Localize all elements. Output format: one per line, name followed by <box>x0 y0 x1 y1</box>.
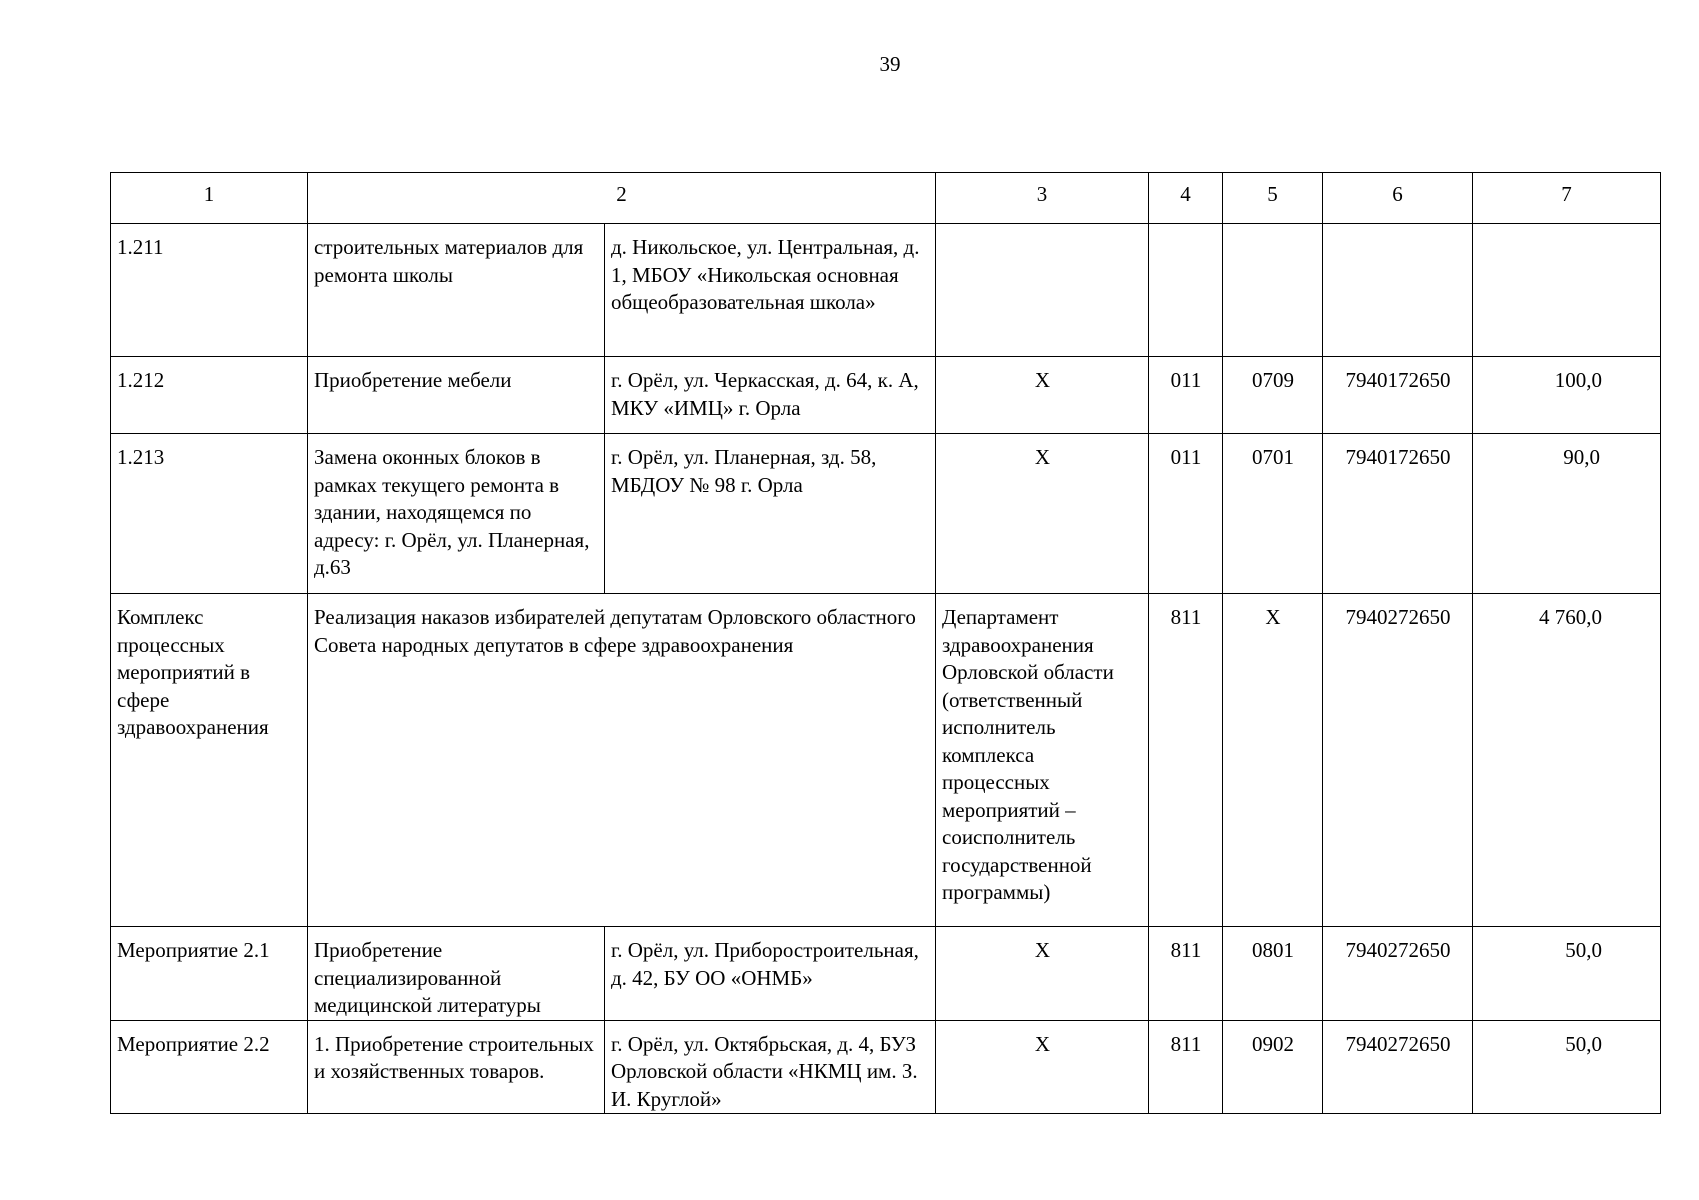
executor-cell: Х <box>936 1020 1149 1114</box>
row-number: Мероприятие 2.2 <box>111 1020 308 1114</box>
executor-cell: Х <box>936 927 1149 1021</box>
executor-cell <box>936 224 1149 357</box>
target-code-cell: 7940272650 <box>1323 1020 1473 1114</box>
row-number: 1.213 <box>111 434 308 594</box>
header-cell: 3 <box>936 173 1149 224</box>
header-cell: 7 <box>1473 173 1661 224</box>
measure-name: строительных материалов для ремонта школы <box>308 224 605 357</box>
table-row <box>111 357 1661 434</box>
executor-cell: Департамент здравоохранения Орловской области (ответственный исполнитель комплекса процессных мероприятий – соисполнитель государственной программы) <box>936 594 1149 927</box>
row-number: 1.212 <box>111 357 308 434</box>
header-cell: 1 <box>111 173 308 224</box>
header-cell: 2 <box>308 173 936 224</box>
target-code-cell: 7940172650 <box>1323 434 1473 594</box>
row-number: 1.211 <box>111 224 308 357</box>
budget-table <box>110 172 1661 1114</box>
section-code-cell: 0801 <box>1223 927 1323 1021</box>
measure-name: Замена оконных блоков в рамках текущего ремонта в здании, находящемся по адресу: г. Орёл, ул. Планерная, д.63 <box>308 434 605 594</box>
measure-address: г. Орёл, ул. Приборостроительная, д. 42, БУ ОО «ОНМБ» <box>605 927 936 1021</box>
amount-cell: 50,0 <box>1473 927 1661 1021</box>
table-row <box>111 224 1661 357</box>
measure-name: Приобретение специализированной медицинской литературы <box>308 927 605 1021</box>
code-cell: 011 <box>1149 434 1223 594</box>
table-row <box>111 434 1661 594</box>
target-code-cell: 7940272650 <box>1323 594 1473 927</box>
measure-name: Приобретение мебели <box>308 357 605 434</box>
measure-address: г. Орёл, ул. Октябрьская, д. 4, БУЗ Орловской области «НКМЦ им. З. И. Круглой» <box>605 1020 936 1114</box>
target-code-cell: 7940172650 <box>1323 357 1473 434</box>
row-number: Мероприятие 2.1 <box>111 927 308 1021</box>
header-cell: 5 <box>1223 173 1323 224</box>
table-row <box>111 594 1661 927</box>
page-number: 39 <box>879 52 901 76</box>
table-row <box>111 1020 1661 1114</box>
executor-cell: Х <box>936 357 1149 434</box>
amount-cell: 50,0 <box>1473 1020 1661 1114</box>
target-code-cell <box>1323 224 1473 357</box>
amount-cell: 100,0 <box>1473 357 1661 434</box>
amount-cell <box>1473 224 1661 357</box>
executor-cell: Х <box>936 434 1149 594</box>
section-code-cell <box>1223 224 1323 357</box>
amount-cell: 90,0 <box>1473 434 1661 594</box>
code-cell: 011 <box>1149 357 1223 434</box>
header-cell: 6 <box>1323 173 1473 224</box>
measure-name: 1. Приобретение строительных и хозяйственных товаров. <box>308 1020 605 1114</box>
row-number: Комплекс процессных мероприятий в сфере здравоохранения <box>111 594 308 927</box>
header-row <box>111 173 1661 224</box>
section-code-cell: Х <box>1223 594 1323 927</box>
target-code-cell: 7940272650 <box>1323 927 1473 1021</box>
code-cell <box>1149 224 1223 357</box>
measure-address: г. Орёл, ул. Черкасская, д. 64, к. А, МКУ «ИМЦ» г. Орла <box>605 357 936 434</box>
section-code-cell: 0701 <box>1223 434 1323 594</box>
amount-cell: 4 760,0 <box>1473 594 1661 927</box>
section-code-cell: 0709 <box>1223 357 1323 434</box>
measure-address: д. Никольское, ул. Центральная, д. 1, МБОУ «Никольская основная общеобразовательная школа» <box>605 224 936 357</box>
code-cell: 811 <box>1149 927 1223 1021</box>
code-cell: 811 <box>1149 594 1223 927</box>
header-cell: 4 <box>1149 173 1223 224</box>
table-row <box>111 927 1661 1021</box>
measure-name: Реализация наказов избирателей депутатам Орловского областного Совета народных депутатов в сфере здравоохранения <box>308 594 936 927</box>
measure-address: г. Орёл, ул. Планерная, зд. 58, МБДОУ № 98 г. Орла <box>605 434 936 594</box>
code-cell: 811 <box>1149 1020 1223 1114</box>
section-code-cell: 0902 <box>1223 1020 1323 1114</box>
